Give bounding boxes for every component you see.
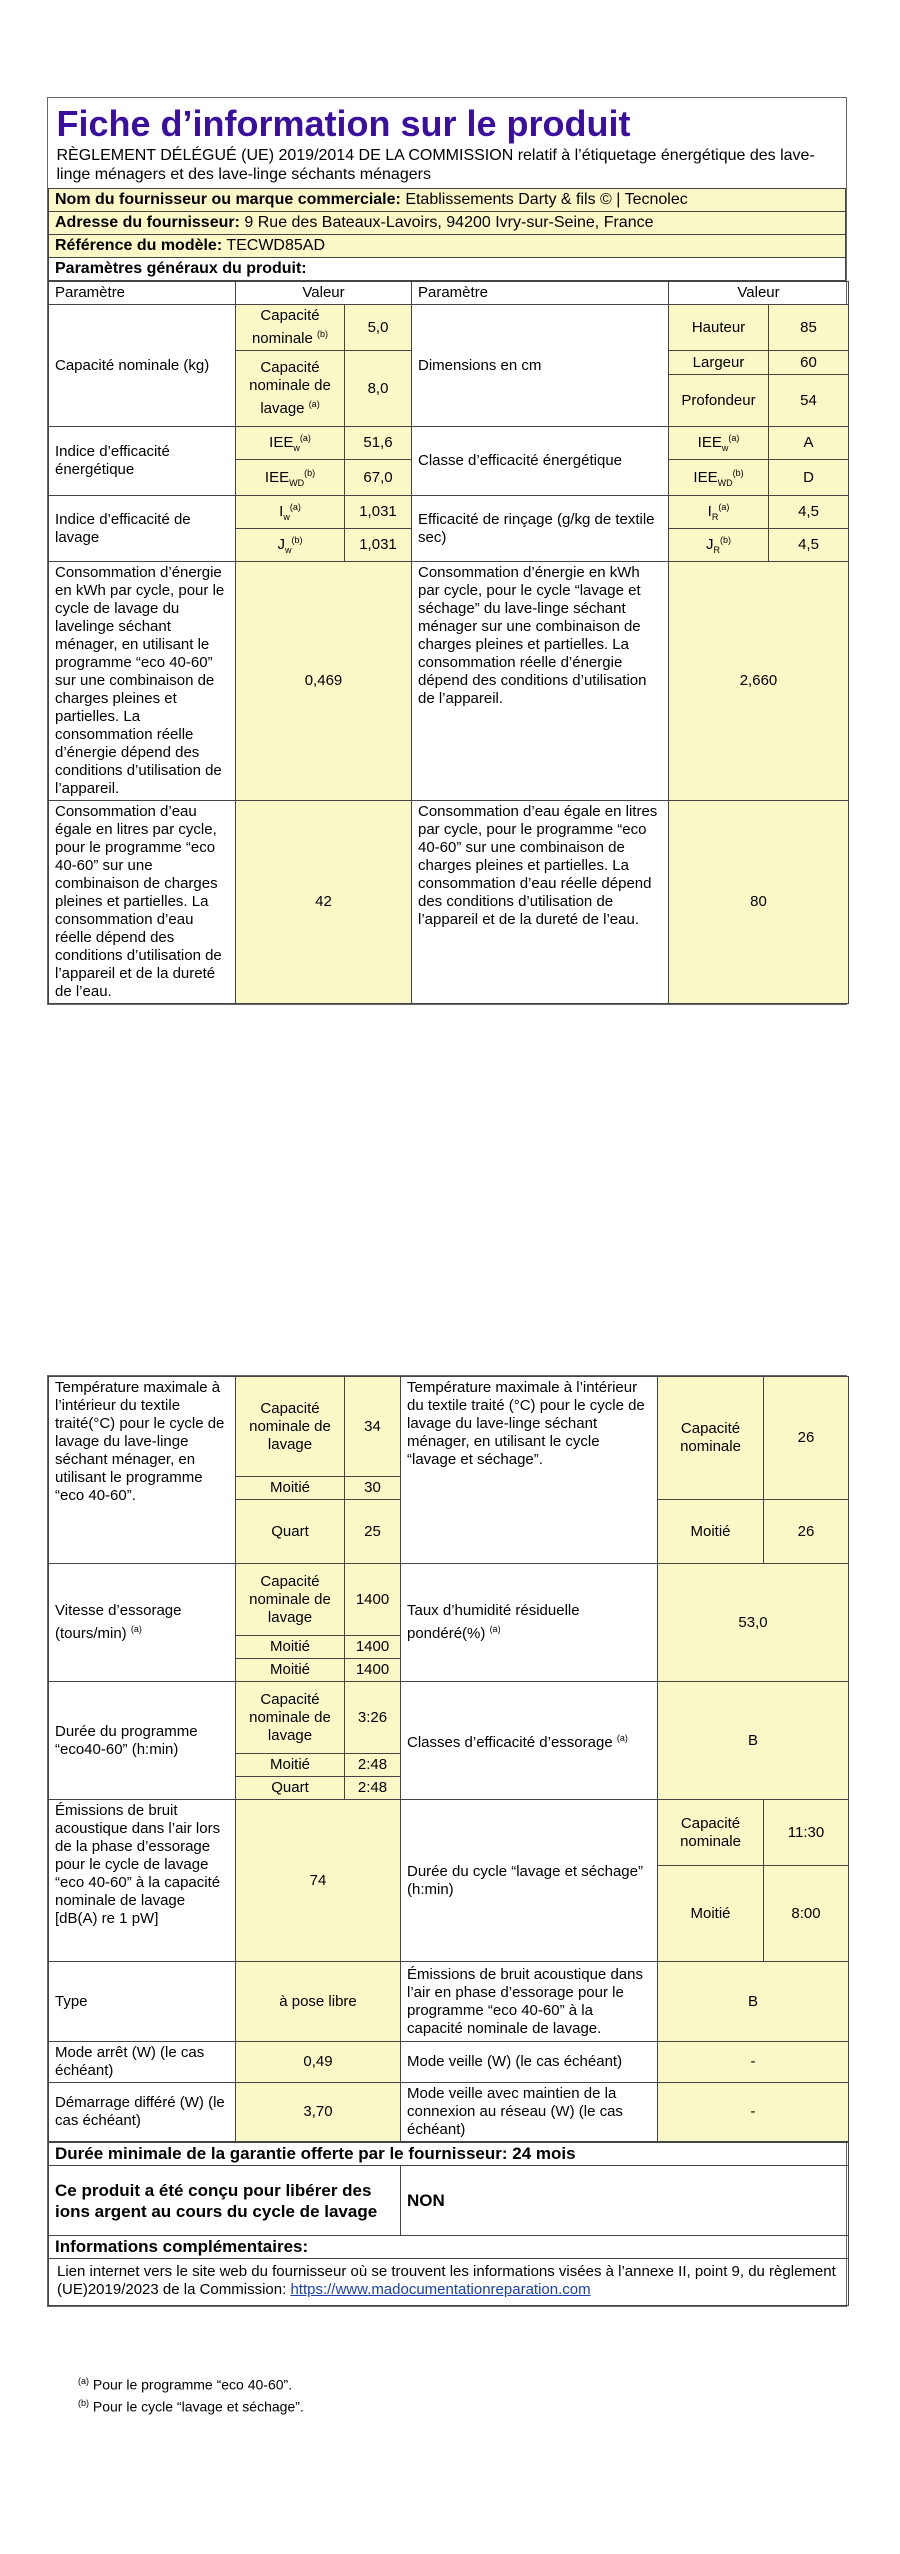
col-param-header: Paramètre xyxy=(49,282,236,305)
eei-value-2: 67,0 xyxy=(345,460,412,496)
duration-value-2: 2:48 xyxy=(345,1754,401,1777)
guarantee-row: Durée minimale de la garantie offerte par le fournisseur: 24 mois xyxy=(49,2143,849,2166)
wash-index-value-2: 1,031 xyxy=(345,529,412,562)
wd-duration-label-2: Moitié xyxy=(658,1866,764,1962)
energy-wd-value: 2,660 xyxy=(669,562,849,801)
wd-duration-value-2: 8:00 xyxy=(764,1866,849,1962)
rinse-label: Efficacité de rinçage (g/kg de textile sec) xyxy=(412,496,669,562)
type-label: Type xyxy=(49,1962,236,2042)
spin-speed-label: Vitesse d’essorage (tours/min) $^{(a)}$ xyxy=(49,1564,236,1682)
energy-class-label: Classe d’efficacité énergétique xyxy=(412,427,669,496)
networked-standby-value: - xyxy=(658,2083,849,2142)
capacity-value-1: 5,0 xyxy=(345,305,412,351)
temp-wd-label-1: Capacité nominale xyxy=(658,1377,764,1500)
silver-ions-label: Ce produit a été conçu pour libérer des ions argent au cours du cycle de lavage xyxy=(49,2166,401,2236)
model-row xyxy=(49,235,846,258)
temp-wash-label-1: Capacité nominale de lavage xyxy=(236,1377,345,1477)
wash-index-label-2: $J_w^{(b)}$ xyxy=(236,529,345,562)
supplier-row xyxy=(49,189,846,212)
width-label: Largeur xyxy=(669,351,769,375)
standby-label: Mode veille (W) (le cas échéant) xyxy=(401,2042,658,2083)
temp-wash-value-2: 30 xyxy=(345,1477,401,1500)
dimensions-label: Dimensions en cm xyxy=(412,305,669,427)
depth-value: 54 xyxy=(769,375,849,427)
residual-moisture-value: 53,0 xyxy=(658,1564,849,1682)
water-wd-value: 80 xyxy=(669,801,849,1004)
height-label: Hauteur xyxy=(669,305,769,351)
wash-index-value-1: 1,031 xyxy=(345,496,412,529)
footnote-a: $^{(a)}$ Pour le programme “eco 40-60”. xyxy=(78,2376,293,2393)
spin-speed-value-1: 1400 xyxy=(345,1564,401,1636)
noise-class-value: B xyxy=(658,1962,849,2042)
eei-value-1: 51,6 xyxy=(345,427,412,460)
energy-class-label-2: $IEE_{WD}^{(b)}$ xyxy=(669,460,769,496)
temp-wd-value-1: 26 xyxy=(764,1377,849,1500)
params-table xyxy=(48,281,849,1004)
wd-duration-label: Durée du cycle “lavage et séchage” (h:min) xyxy=(401,1800,658,1962)
footnote-b: $^{(b)}$ Pour le cycle “lavage et séchage”. xyxy=(78,2397,304,2415)
capacity-value-2: 8,0 xyxy=(345,351,412,427)
supplier-label: Nom du fournisseur ou marque commerciale: xyxy=(55,191,401,208)
water-wash-value: 42 xyxy=(236,801,412,1004)
water-wash-label: Consommation d’eau égale en litres par cycle, pour le programme “eco 40-60” sur une combinaison de charges pleines et partielles. La consommation d’eau réelle dépend des conditions d’utilisation de l’appareil et de la dureté de l’eau. xyxy=(49,801,236,1004)
address-row xyxy=(49,212,846,235)
temp-wash-value-1: 34 xyxy=(345,1377,401,1477)
energy-class-value-1: A xyxy=(769,427,849,460)
residual-moisture-label: Taux d’humidité résiduelle pondéré(%) $^{(a)}$ xyxy=(401,1564,658,1682)
energy-wash-label: Consommation d’énergie en kWh par cycle, pour le cycle de lavage du lavelinge séchant ménager, en utilisant le programme “eco 40-60” sur une combinaison de charges pleines et partielles. La consommation réelle d’énergie dépend des conditions d’utilisation de l’appareil. xyxy=(49,562,236,801)
address-value: 9 Rue des Bateaux-Lavoirs, 94200 Ivry-sur-Seine, France xyxy=(244,214,654,231)
spin-speed-label-2: Moitié xyxy=(236,1636,345,1659)
duration-value-3: 2:48 xyxy=(345,1777,401,1800)
spin-class-value: B xyxy=(658,1682,849,1800)
address-label: Adresse du fournisseur: xyxy=(55,214,240,231)
temp-wash-label: Température maximale à l’intérieur du textile traité(°C) pour le cycle de lavage du lave-linge séchant ménager, en utilisant le programme “eco 40-60”. xyxy=(49,1377,236,1564)
additional-info-text: Lien internet vers le site web du fournisseur où se trouvent les informations visées à l’annexe II, point 9, du règlement (UE)2019/2023 de la Commission: https://www.madocumentationreparation.com xyxy=(49,2259,849,2306)
eei-label-2: $IEE_{WD}^{(b)}$ xyxy=(236,460,345,496)
duration-label-3: Quart xyxy=(236,1777,345,1800)
delay-start-label: Démarrage différé (W) (le cas échéant) xyxy=(49,2083,236,2142)
energy-wash-value: 0,469 xyxy=(236,562,412,801)
temp-wash-label-3: Quart xyxy=(236,1500,345,1564)
networked-standby-label: Mode veille avec maintien de la connexion au réseau (W) (le cas échéant) xyxy=(401,2083,658,2142)
energy-class-value-2: D xyxy=(769,460,849,496)
spin-speed-label-1: Capacité nominale de lavage xyxy=(236,1564,345,1636)
temp-wash-label-2: Moitié xyxy=(236,1477,345,1500)
delay-start-value: 3,70 xyxy=(236,2083,401,2142)
params-table-2 xyxy=(48,1376,849,2142)
rinse-value-1: 4,5 xyxy=(769,496,849,529)
rinse-value-2: 4,5 xyxy=(769,529,849,562)
energy-class-label-1: $IEE_w^{(a)}$ xyxy=(669,427,769,460)
spin-speed-value-3: 1400 xyxy=(345,1659,401,1682)
footnotes xyxy=(78,2372,304,2415)
rinse-label-2: $J_R^{(b)}$ xyxy=(669,529,769,562)
col-param-header-2: Paramètre xyxy=(412,282,669,305)
duration-label: Durée du programme “eco40-60” (h:min) xyxy=(49,1682,236,1800)
duration-label-2: Moitié xyxy=(236,1754,345,1777)
noise-value: 74 xyxy=(236,1800,401,1962)
capacity-label-1: Capacité nominale $^{(b)}$ xyxy=(236,305,345,351)
capacity-label-2: Capacité nominale de lavage $^{(a)}$ xyxy=(236,351,345,427)
width-value: 60 xyxy=(769,351,849,375)
regulation-text: RÈGLEMENT DÉLÉGUÉ (UE) 2019/2014 DE LA COMMISSION relatif à l’étiquetage énergétique des lave-linge ménagers et des lave-linge séchants ménagers xyxy=(56,147,815,183)
depth-label: Profondeur xyxy=(669,375,769,427)
documentation-link[interactable]: https://www.madocumentationreparation.com xyxy=(290,2281,591,2298)
rinse-label-1: $I_R^{(a)}$ xyxy=(669,496,769,529)
spin-speed-value-2: 1400 xyxy=(345,1636,401,1659)
standby-value: - xyxy=(658,2042,849,2083)
temp-wd-label-2: Moitié xyxy=(658,1500,764,1564)
wd-duration-value-1: 11:30 xyxy=(764,1800,849,1866)
guarantee-value: 24 mois xyxy=(512,2144,576,2163)
product-sheet-page-1 xyxy=(47,97,847,1005)
bottom-table xyxy=(48,2142,849,2306)
general-params-heading: Paramètres généraux du produit: xyxy=(49,258,846,281)
additional-info-heading: Informations complémentaires: xyxy=(49,2236,849,2259)
col-value-header: Valeur xyxy=(236,282,412,305)
eei-label: Indice d’efficacité énergétique xyxy=(49,427,236,496)
page-title: Fiche d’information sur le produit xyxy=(56,103,631,144)
spin-class-label: Classes d’efficacité d’essorage $^{(a)}$ xyxy=(401,1682,658,1800)
duration-label-1: Capacité nominale de lavage xyxy=(236,1682,345,1754)
product-sheet-page-2 xyxy=(47,1375,847,2307)
wd-duration-label-1: Capacité nominale xyxy=(658,1800,764,1866)
duration-value-1: 3:26 xyxy=(345,1682,401,1754)
energy-wd-label: Consommation d’énergie en kWh par cycle, pour le cycle “lavage et séchage” du lave-linge séchant ménager sur une combinaison de charges pleines et partielles. La consommation réelle d’énergie dépend des conditions d’utilisation de l’appareil. xyxy=(412,562,669,801)
wash-index-label: Indice d’efficacité de lavage xyxy=(49,496,236,562)
supplier-value: Etablissements Darty & fils © | Tecnolec xyxy=(405,191,688,208)
off-mode-value: 0,49 xyxy=(236,2042,401,2083)
temp-wd-value-2: 26 xyxy=(764,1500,849,1564)
rated-capacity-label: Capacité nominale (kg) xyxy=(49,305,236,427)
wash-index-label-1: $I_w^{(a)}$ xyxy=(236,496,345,529)
col-value-header-2: Valeur xyxy=(669,282,849,305)
height-value: 85 xyxy=(769,305,849,351)
noise-label: Émissions de bruit acoustique dans l’air lors de la phase d’essorage pour le cycle de lavage “eco 40-60” à la capacité nominale de lavage [dB(A) re 1 pW] xyxy=(49,1800,236,1962)
model-value: TECWD85AD xyxy=(226,237,325,254)
temp-wd-label: Température maximale à l’intérieur du textile traité (°C) pour le cycle de lavage du lave-linge séchant ménager, en utilisant le cycle “lavage et séchage”. xyxy=(401,1377,658,1564)
type-value: à pose libre xyxy=(236,1962,401,2042)
temp-wash-value-3: 25 xyxy=(345,1500,401,1564)
eei-label-1: $IEE_w^{(a)}$ xyxy=(236,427,345,460)
noise-class-label: Émissions de bruit acoustique dans l’air en phase d’essorage pour le programme “eco 40-60” à la capacité nominale de lavage. xyxy=(401,1962,658,2042)
spin-speed-label-3: Moitié xyxy=(236,1659,345,1682)
model-label: Référence du modèle: xyxy=(55,237,223,254)
header-table xyxy=(48,98,846,281)
water-wd-label: Consommation d’eau égale en litres par cycle, pour le programme “eco 40-60” sur une combinaison de charges pleines et partielles. La consommation d’eau réelle dépend des conditions d’utilisation de l’appareil et de la dureté de l’eau. xyxy=(412,801,669,1004)
off-mode-label: Mode arrêt (W) (le cas échéant) xyxy=(49,2042,236,2083)
silver-ions-value: NON xyxy=(401,2166,849,2236)
